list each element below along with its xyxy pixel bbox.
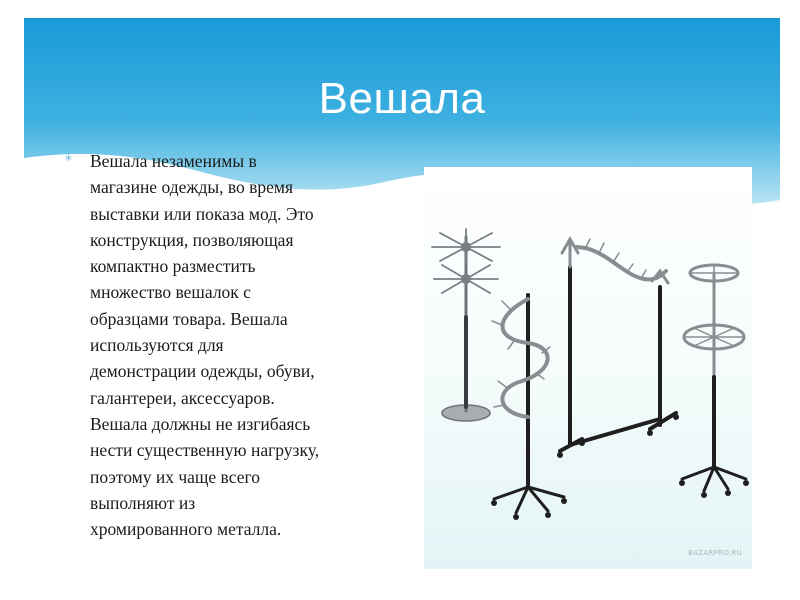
bullet-marker: *: [65, 153, 72, 169]
wheeled-clothing-rail-icon: [557, 239, 679, 458]
image-watermark: BAZARPRO.RU: [688, 549, 742, 557]
body-paragraph: Вешала незаменимы в магазине одежды, во время выставки или показа мод. Это конструкция, позволяющая компактно разместить множество вешалок с образцами товара. Вешала используются для демонстрации одежды, обуви, галантереи, аксессуаров. Вешала должны не изгибаясь нести существенную нагрузку, поэтому их чаще всего выполняют из хромированного металла.: [90, 151, 320, 540]
hanger-stand-round-base-icon: [432, 229, 500, 421]
slide: [24, 18, 780, 590]
slide-title: Вешала: [318, 74, 486, 123]
product-photo: [424, 167, 752, 569]
ring-hanger-stand-icon: [679, 265, 749, 498]
spiral-hanger-rack-icon: [491, 295, 567, 520]
hangers-illustration: [424, 167, 752, 569]
